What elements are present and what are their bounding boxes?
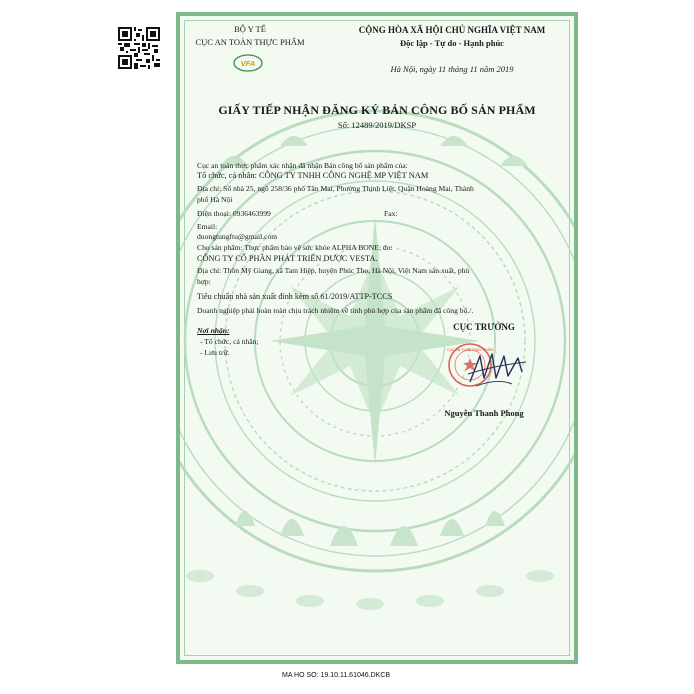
standard-line: Tiêu chuẩn nhà sản xuất đính kèm số 61/2019/ATTP-TCCS [197,292,393,301]
handwritten-signature [462,348,532,390]
fax-line: Fax: [384,209,398,218]
signer-title: CỤC TRƯỞNG [453,322,515,332]
recipients-heading: Nơi nhận: [197,326,230,335]
document-title: GIẤY TIẾP NHẬN ĐĂNG KÝ BẢN CÔNG BỐ SẢN PHẨM [218,103,536,117]
department-name: CỤC AN TOÀN THỰC PHẨM [195,37,305,47]
registration-number: Số: 12489/2019/DKSP [337,120,417,130]
manufacturer-line: CÔNG TY CỔ PHẦN PHÁT TRIỂN DƯỢC VESTA. [197,254,378,263]
qr-code [118,27,160,69]
intro-line: Cục an toàn thực phẩm xác nhận đã nhận Bản công bố sản phẩm của: [197,161,408,170]
nation-name: CỘNG HÒA XÃ HỘI CHỦ NGHĨA VIỆT NAM [358,25,546,35]
signer-name: Nguyễn Thanh Phong [444,408,524,418]
product-line: Cho sản phẩm: Thực phẩm bảo vệ sức khỏe ALPHA BONE; do: [197,243,393,252]
seal-text: CỤC AN TOÀN THỰC PHẨM [447,348,493,352]
email-value: duongtungftu@gmail.com [197,232,278,241]
vfa-logo [233,54,263,72]
manufacturer-address-2: hợp: [197,277,211,286]
manufacturer-address-1: Địa chỉ: Thôn Mỹ Giang, xã Tam Hiệp, huyện Phúc Thọ, Hà Nội, Việt Nam sản xuất, phù [197,266,470,275]
recipient-item: - Lưu trữ. [200,348,230,357]
responsibility-line: Doanh nghiệp phải hoàn toàn chịu trách nhiệm về tính phù hợp của sản phẩm đã công bố./. [197,306,474,315]
organization-line: Tổ chức, cá nhân: CÔNG TY TNHH CÔNG NGHỆ MP VIỆT NAM [197,171,429,180]
recipient-item: - Tổ chức, cá nhân; [200,337,259,346]
address-line-2: phố Hà Nội [197,195,233,204]
ministry-name: BỘ Y TẾ [234,24,266,34]
phone-line: Điện thoại: 0936463999 [197,209,271,218]
vfa-logo-text: VFA [240,59,256,68]
dossier-code: MA HO SO: 19.10.11.61046.DKCB [282,672,391,679]
email-label: Email: [197,222,218,231]
national-motto: Độc lập - Tự do - Hạnh phúc [400,38,504,48]
place-date: Hà Nội, ngày 11 tháng 11 năm 2019 [390,64,514,74]
address-line-1: Địa chỉ: Số nhà 25, ngõ 258/36 phố Tân Mai, Phường Thịnh Liệt, Quận Hoàng Mai, Thành [197,184,474,193]
